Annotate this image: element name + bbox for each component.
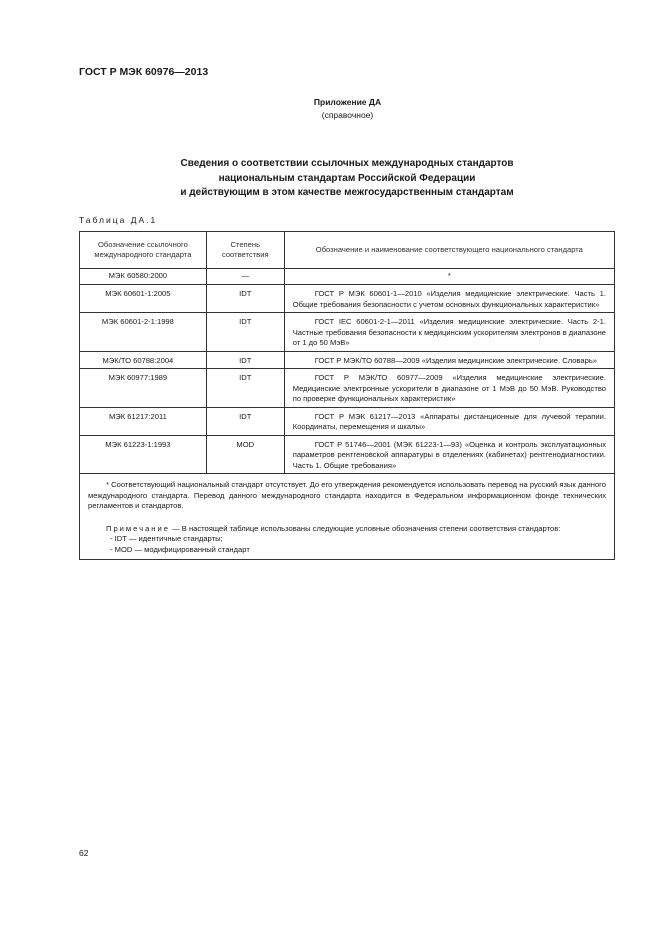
note-item-mod: - MOD — модифицированный стандарт [110, 544, 250, 554]
title-line-1: Сведения о соответствии ссылочных международных стандартов [180, 158, 514, 169]
title-line-2: национальным стандартам Российской Федерации [218, 172, 476, 184]
page-number: 62 [79, 848, 89, 858]
header-degree: Степень соответствия [206, 232, 284, 269]
header-international-standard: Обозначение ссылочного международного стандарта [80, 232, 207, 269]
international-standard-cell: МЭК/ТО 60788:2004 [80, 351, 207, 369]
annex-heading [0, 96, 661, 122]
international-standard-cell: МЭК 60977:1989 [80, 369, 207, 408]
degree-cell: IDT [206, 351, 284, 369]
national-standard-cell: ГОСТ Р МЭК/ТО 60788—2009 «Изделия медицинские электрические. Словарь» [284, 351, 614, 369]
document-code: ГОСТ Р МЭК 60976—2013 [79, 66, 209, 78]
international-standard-cell: МЭК 61223-1:1993 [80, 435, 207, 474]
footnote-cell [80, 474, 615, 560]
national-standard-cell: * [284, 269, 614, 285]
national-standard-cell: ГОСТ Р МЭК/ТО 60977—2009 «Изделия медицинские электрические. Медицинские электронные ускорители в диапазоне от 1 МэВ до 50 МэВ. Руководство по проверке функциональных характеристик» [284, 369, 614, 408]
table-row [80, 369, 615, 408]
table-caption: Таблица ДА.1 [79, 215, 158, 225]
title-line-3: и действующим в этом качестве межгосударственным стандартам [180, 187, 514, 198]
table-row [80, 407, 615, 435]
annex-subtitle: (справочное) [321, 110, 374, 120]
header-national-standard: Обозначение и наименование соответствующего национального стандарта [284, 232, 614, 269]
international-standard-cell: МЭК 60601-2-1:1998 [80, 313, 207, 352]
note-item-idt: - IDT — идентичные стандарты; [110, 534, 223, 543]
degree-cell: IDT [206, 407, 284, 435]
table-row [80, 285, 615, 313]
national-standard-cell: ГОСТ Р 51746—2001 (МЭК 61223-1—93) «Оценка и контроль эксплуатационных параметров рентгеновской аппаратуры в отделениях (кабинетах) рентгенодиагностики. Часть 1. Общие требования» [284, 435, 614, 474]
table-row [80, 435, 615, 474]
page-title [79, 157, 615, 201]
note-text: — В настоящей таблице использованы следующие условные обозначения степени соответствия стандартов: [169, 523, 561, 533]
degree-cell: IDT [206, 313, 284, 352]
degree-cell: IDT [206, 285, 284, 313]
footnote-text: * Соответствующий национальный стандарт отсутствует. До его утверждения рекомендуется использовать перевод на русский язык данного международного стандарта. Перевод данного международного стандарта находится в Федеральном информационном фонде технических регламентов и стандартов. [88, 480, 606, 510]
note-paragraph [88, 524, 606, 535]
note-label: Примечание [106, 523, 170, 533]
international-standard-cell: МЭК 60601-1:2005 [80, 285, 207, 313]
table-footnote-row [80, 474, 615, 560]
international-standard-cell: МЭК 60580:2000 [80, 269, 207, 285]
table-header-row [80, 232, 615, 269]
degree-cell: MOD [206, 435, 284, 474]
national-standard-cell: ГОСТ Р МЭК 60601-1—2010 «Изделия медицинские электрические. Часть 1. Общие требования безопасности с учетом основных функциональных характеристик» [284, 285, 614, 313]
table-row [80, 313, 615, 352]
degree-cell: IDT [206, 369, 284, 408]
national-standard-cell: ГОСТ Р МЭК 61217—2013 «Аппараты дистанционные для лучевой терапии. Координаты, перемещения и шкалы» [284, 407, 614, 435]
standards-correspondence-table [79, 231, 615, 560]
national-standard-cell: ГОСТ IEC 60601-2-1—2011 «Изделия медицинские электрические. Часть 2-1. Частные требования безопасности к медицинским ускорителям электронов в диапазоне от 1 до 50 МэВ» [284, 313, 614, 352]
international-standard-cell: МЭК 61217:2011 [80, 407, 207, 435]
annex-title: Приложение ДА [313, 97, 382, 107]
table-row [80, 269, 615, 285]
table-row [80, 351, 615, 369]
degree-cell: — [206, 269, 284, 285]
